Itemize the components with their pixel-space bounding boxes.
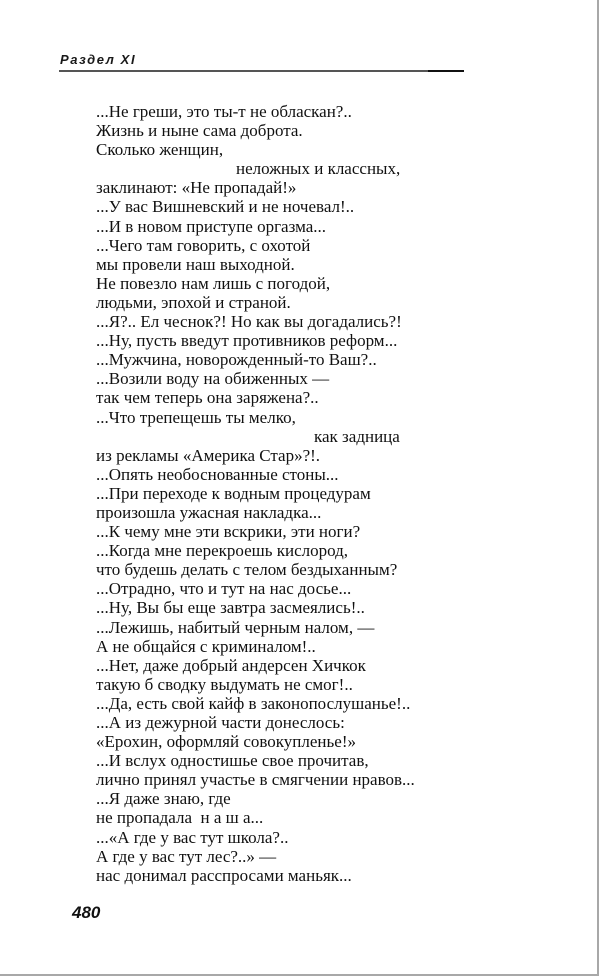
poem-line: ...Я?.. Ел чеснок?! Но как вы догадались?! — [96, 312, 402, 332]
poem-line: ...К чему мне эти вскрики, эти ноги? — [96, 522, 361, 542]
poem-line: так чем теперь она заряжена?.. — [96, 388, 319, 408]
poem-line: ...Когда мне перекроешь кислород, — [96, 541, 349, 561]
poem-line: ...Отрадно, что и тут на нас досье... — [96, 579, 352, 599]
poem-line: заклинают: «Не пропадай!» — [96, 178, 297, 198]
poem-line: ...Возили воду на обиженных — — [96, 369, 330, 389]
poem-line: ...Мужчина, новорожденный-то Ваш?.. — [96, 350, 377, 370]
poem-line: как задница — [314, 426, 400, 446]
poem-line: людьми, эпохой и страной. — [96, 292, 291, 312]
poem-line: ...Ну, Вы бы еще завтра засмеялись!.. — [96, 598, 365, 618]
poem-line: мы провели наш выходной. — [96, 254, 295, 274]
poem-line: не пропадала н а ш а... — [96, 808, 264, 828]
running-head: Раздел XI — [60, 52, 137, 67]
poem-line: лично принял участье в смягчении нравов... — [96, 770, 415, 790]
poem-line: ...Не греши, это ты-т не обласкан?.. — [96, 102, 352, 121]
poem-line: ...Чего там говорить, с охотой — [96, 235, 311, 255]
poem-line: ...Лежишь, набитый черным налом, — — [96, 617, 375, 637]
poem-line: произошла ужасная накладка... — [96, 502, 322, 522]
poem-line: ...У вас Вишневский и не ночевал!.. — [96, 197, 355, 217]
poem-line: А где у вас тут лес?..» — — [96, 846, 277, 866]
poem-line: неложных и классных, — [236, 159, 401, 179]
poem-line: ...И в новом приступе оргазма... — [96, 216, 327, 236]
poem-line: ...А из дежурной части донеслось: — [96, 713, 345, 732]
poem-line: А не общайся с криминалом!.. — [96, 636, 316, 656]
poem-line: что будешь делать с телом бездыханным? — [96, 560, 398, 580]
poem-line: ...Да, есть свой кайф в законопослушанье!.. — [96, 693, 411, 713]
poem-line: ...Ну, пусть введут противников реформ... — [96, 331, 398, 351]
poem-line: «Ерохин, оформляй совокупленье!» — [96, 732, 356, 752]
poem-line: Жизнь и ныне сама доброта. — [96, 121, 303, 141]
poem-line: ...Опять необоснованные стоны... — [96, 464, 339, 484]
header-rule-accent — [428, 70, 464, 72]
poem-line: ...Нет, даже добрый андерсен Хичкок — [96, 655, 366, 675]
poem-line: ...«А где у вас тут школа?.. — [96, 827, 289, 847]
poem-line: нас донимал расспросами маньяк... — [96, 865, 352, 885]
poem-line: ...Что трепещешь ты мелко, — [96, 407, 296, 427]
poem-line: из рекламы «Америка Стар»?!. — [96, 445, 321, 465]
poem-line: ...И вслух одностишье свое прочитав, — [96, 751, 369, 771]
poem-line: ...Я даже знаю, где — [96, 789, 231, 809]
header-rule — [59, 70, 464, 72]
poem-line: Не повезло нам лишь с погодой, — [96, 273, 331, 293]
poem-line: такую б сводку выдумать не смог!.. — [96, 674, 353, 694]
page-number: 480 — [72, 903, 101, 922]
poem-line: ...При переходе к водным процедурам — [96, 483, 371, 503]
poem-line: Сколько женщин, — [96, 140, 224, 160]
poem-body — [96, 102, 516, 885]
